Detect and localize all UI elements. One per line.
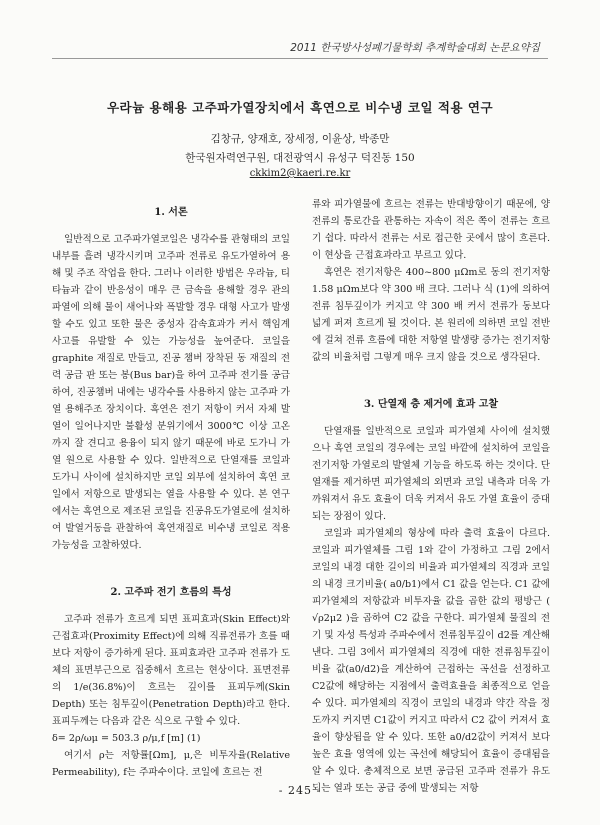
conference-header: 2011 한국방사성폐기물학회 추계학술대회 논문요약집 <box>290 42 540 54</box>
section-spacer <box>312 366 550 388</box>
page-number: - 245 - <box>278 784 322 797</box>
hf-current-paragraph-2: 여기서 ρ는 저항률[Ωm], μ,은 비투자율(Relative Permeability), f는 주파수이다. 코일에 흐르는 전 <box>52 750 290 778</box>
affiliation: 한국원자력연구원, 대전광역시 유성구 덕진동 150 <box>185 152 415 164</box>
graphite-resistance-paragraph: 흑연은 전기저항은 400~800 μΩm로 동의 전기저항 1.58 μΩm보다 약 300 배 크다. 그러나 식 (1)에 의하여 전류 침투깊이가 커지고 약 300 배 커서 전류가 동보다 넓게 퍼져 흐르게 될 것이다. 본 원리에 의하면 코일 전반에 걸쳐 전류 흐름에 대한 저항열 발생량 증가는 전기저항 값의 비율처럼 그렇게 매우 크지 않을 것으로 생각된다. <box>312 267 550 363</box>
contact-email[interactable]: ckkim2@kaeri.re.kr <box>249 168 351 179</box>
skin-depth-formula: δ= 2ρ/ωμ = 503.3 ρ/μ,f [m] (1) <box>52 733 201 744</box>
left-column <box>52 196 290 781</box>
section-heading-insulation: 3. 단열재 층 제거에 효과 고찰 <box>363 399 499 410</box>
introduction-paragraph: 일반적으로 고주파가열코일은 냉각수를 관형태의 코일 내부를 흘려 냉각시키며 고주파 전류로 유도가열하여 용해 및 주조 작업을 한다. 그러나 이러한 방법은 우라늄, 티타늄과 같이 반응성이 매우 큰 금속을 용해할 경우 관의 파열에 의해 물이 새어나와 폭발할 경우 대형 사고가 발생할 수도 있고 또한 물은 중성자 감속효과가 커서 핵임계 사고를 유발할 수 있는 가능성을 높여준다. 코일을 graphite 재질로 만들고, 진공 챔버 장착된 동 재질의 전력 공급 판 또는 봉(Bus bar)을 하여 고주파 전기를 공급하여, 진공챔버 내에는 냉각수를 사용하지 않는 고주파 가열 용해주조 장치이다. 흑연은 전기 저항이 커서 자체 발열이 일어나지만 불활성 분위기에서 3000℃ 이상 고온까지 잘 견디고 용융이 되지 않기 때문에 바로 도가니 가열 원으로 사용할 수 있다. 일반적으로 단열재를 코일과 도가니 사이에 설치하지만 코일 외부에 설치하여 흑연 코일에서 저항으로 발생되는 열을 사용할 수 있다. 본 연구에서는 흑연으로 제조된 코일을 진공유도가열로에 설치하여 발열거동을 관찰하여 흑연재질로 비수냉 코일로 적용 가능성을 고찰하였다. <box>52 234 290 551</box>
section-heading-hf-current: 2. 고주파 전기 흐름의 특성 <box>110 587 232 598</box>
paper-title: 우라늄 용해용 고주파가열장치에서 흑연으로 비수냉 코일 적용 연구 <box>106 100 494 115</box>
header-divider <box>52 58 548 59</box>
hf-current-paragraph: 고주파 전류가 흐르게 되면 표피효과(Skin Effect)와 근접효과(Proximity Effect)에 의해 직류전류가 흐를 때보다 저항이 증가하게 된다. 표피효과란 고주파 전류가 도체의 표면부근으로 집중해서 흐르는 현상이다. 표면전류의 1/e(36.8%)이 흐르는 깊이를 표피두께(Skin Depth) 또는 침투깊이(Penetration Depth)라고 한다. 표피두께는 다음과 같은 식으로 구할 수 있다. <box>52 614 290 727</box>
efficiency-paragraph: 코일과 피가열체의 형상에 따라 출력 효율이 다르다. 코일과 피가열체를 그림 1와 같이 가정하고 그림 2에서 코일의 내경 대한 길이의 비율과 피가열체의 직경과 코일의 내경 크기비율( a0/b1)에서 C1 값을 얻는다. C1 값에 피가열체의 저항값과 비투자율 값을 곱한 값의 평방근 ( √ρ2μ2 )을 곱하여 C2 값을 구한다. 피가열체 물질의 전기 및 자성 특성과 주파수에서 전류침투깊이 d2를 계산해 낸다. 그림 3에서 피가열체의 직경에 대한 전류침투깊이 비율 값(a0/d2)을 계산하여 근접하는 곡선을 선정하고 C2값에 해당하는 지점에서 출력효율을 최종적으로 얻을 수 있다. 피가열체의 직경이 코일의 내경과 약간 작을 정도까지 커지면 C1값이 커지고 따라서 C2 값이 커져서 효율이 향상됨을 알 수 있다. 또한 a0/d2값이 커져서 보다 높은 효율 영역에 있는 곡선에 해당되어 효율이 증대됨을 알 수 있다. 총체적으로 보면 공급된 고주파 전류가 유도되는 열과 또는 공급 중에 발생되는 저항 <box>312 528 550 794</box>
section-spacer <box>52 554 290 576</box>
author-list: 김창규, 양재호, 장세정, 이윤상, 박종만 <box>210 133 390 145</box>
right-column <box>312 196 550 797</box>
insulation-paragraph: 단열재를 일반적으로 코일과 피가열체 사이에 설치했으나 흑연 코일의 경우에는 코일 바깥에 설치하여 코일을 전기저항 가열로의 발열체 기능을 하도록 하는 것이다. 단열재를 제거하면 피가열체의 외면과 코일 내측과 더욱 가까워져서 유도 효율이 더욱 커져서 유도 가열 효율이 증대되는 장점이 있다. <box>312 426 550 522</box>
proximity-effect-paragraph: 류와 피가열물에 흐르는 전류는 반대방향이기 때문에, 양전류의 통로간을 관통하는 자속이 적은 쪽이 전류는 흐르기 쉽다. 따라서 전류는 서로 접근한 곳에서 많이 흐른다. 이 현상을 근접효과라고 부르고 있다. <box>312 199 550 261</box>
section-heading-introduction: 1. 서론 <box>154 207 188 218</box>
